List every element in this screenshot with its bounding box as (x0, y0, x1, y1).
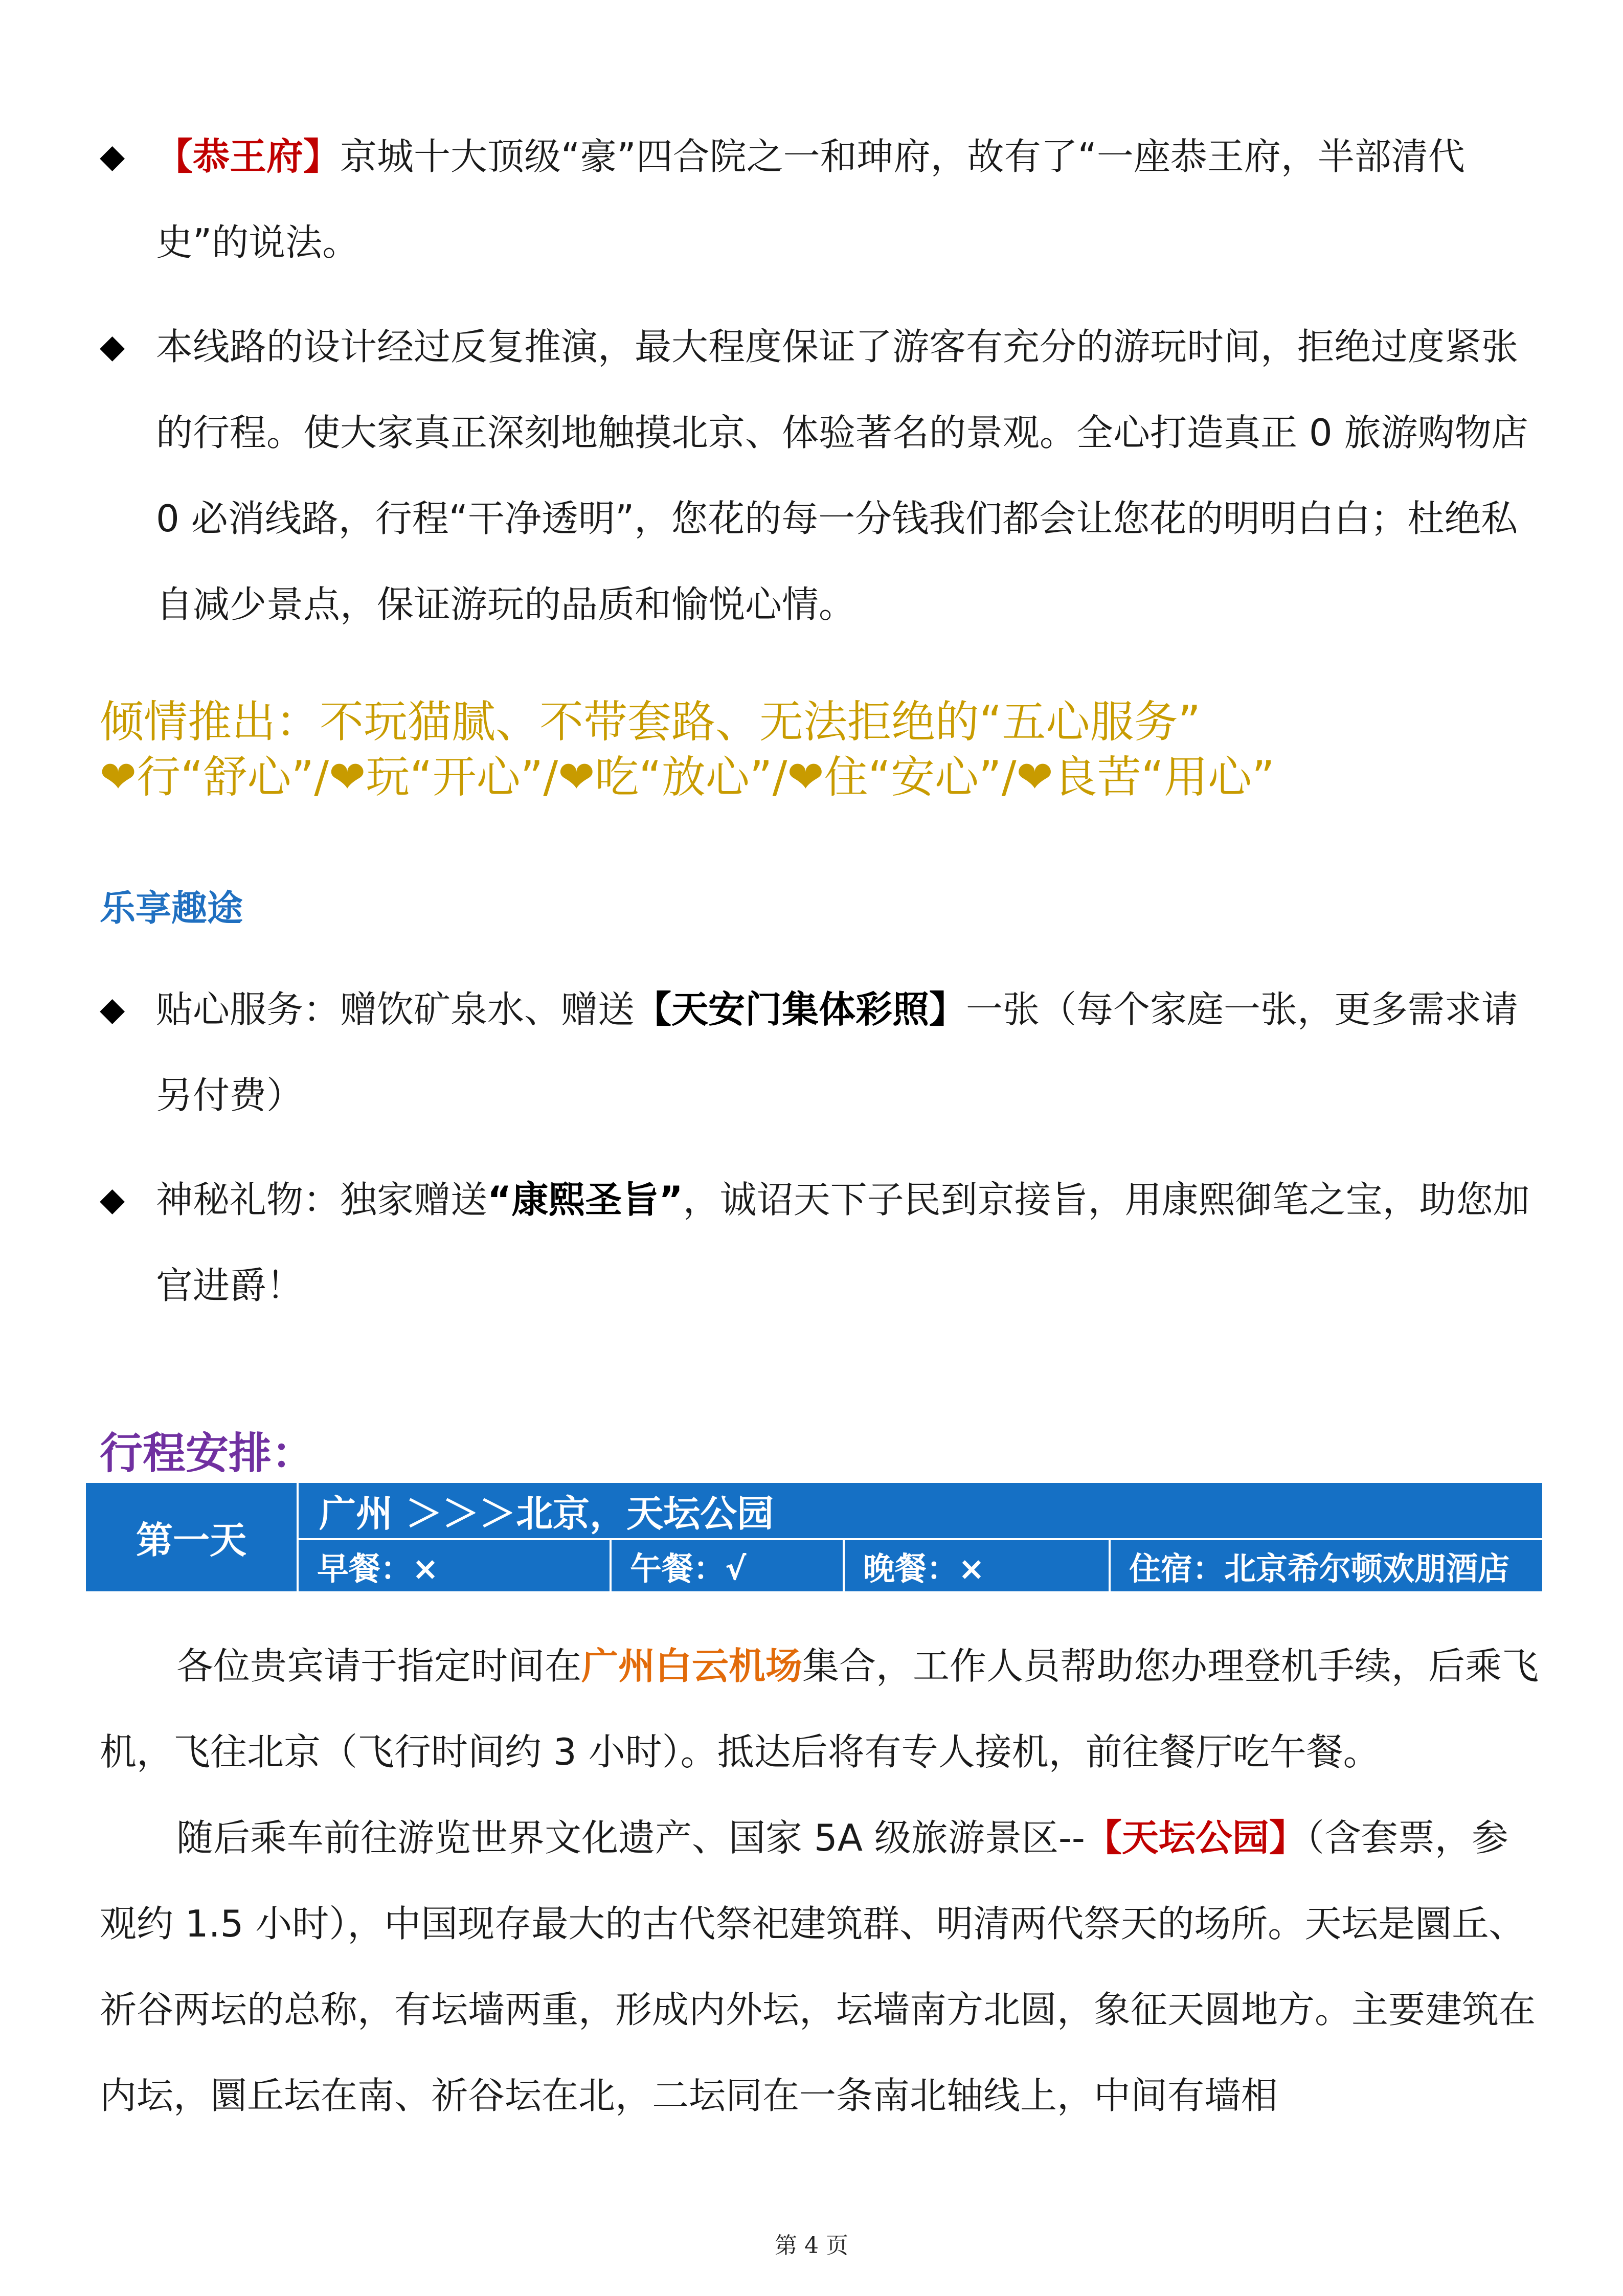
caring-service-note: 一张（每个家庭一张，更多需求请另付费） (156, 988, 1519, 1117)
hotel-cell: 住宿：北京希尔顿欢朋酒店 (1129, 1549, 1510, 1587)
paragraph-departure (100, 1623, 1542, 1795)
mystery-gift-text: 神秘礼物：独家赠送 (156, 1178, 488, 1221)
baiyun-airport: 广州白云机场 (581, 1645, 803, 1687)
paragraph-temple-of-heaven (100, 1795, 1542, 2139)
page-number: 第 4 页 (775, 2233, 848, 2259)
day-route: 广州 ＞＞＞北京，天坛公园 (299, 1483, 1542, 1540)
caring-service-text: 贴心服务：赠饮矿泉水、赠送 (156, 988, 635, 1031)
prince-gong-title: 【恭王府】 (156, 135, 341, 178)
tiananmen-photo-gift: 【天安门集体彩照】 (635, 988, 966, 1031)
section-heading-itinerary: 行程安排： (100, 1428, 315, 1478)
temple-of-heaven-title: 【天坛公园】 (1085, 1816, 1306, 1859)
bullet-mystery-gift (100, 1157, 1531, 1329)
five-hearts-service-heading: 倾情推出：不玩猫腻、不带套路、无法拒绝的“五心服务” (100, 696, 1201, 748)
bullet-route-design (100, 304, 1531, 647)
diamond-bullet-icon: ◆ (100, 328, 125, 366)
breakfast-cell: 早餐：× (299, 1540, 612, 1591)
diamond-bullet-icon: ◆ (100, 138, 125, 175)
departure-text: 各位贵宾请于指定时间在 (176, 1645, 582, 1687)
day-label: 第一天 (86, 1483, 299, 1591)
bullet-text: 本线路的设计经过反复推演，最大程度保证了游客有充分的游玩时间，拒绝过度紧张的行程。使大家真正深刻地触摸北京、体验著名的景观。全心打造真正 0 旅游购物店 0 必消线路，行程“干净透明”，您花的每一分钱我们都会让您花的明明白白；杜绝私自减少景点，保证游玩的品质和愉悦心情。 (156, 325, 1528, 626)
diamond-bullet-icon: ◆ (100, 1181, 125, 1219)
dinner-cell: 晚餐：× (845, 1540, 1111, 1591)
lunch-cell: 午餐：√ (612, 1540, 845, 1591)
prince-gong-description: 京城十大顶级“豪”四合院之一和珅府，故有了“一座恭王府，半部清代史”的说法。 (156, 135, 1465, 264)
bullet-text (156, 1157, 1531, 1329)
bullet-prince-gong-mansion (100, 114, 1531, 285)
kangxi-edict-gift: “康熙圣旨” (487, 1178, 683, 1221)
bullet-text (156, 966, 1531, 1138)
section-heading-fun-trip: 乐享趣途 (100, 887, 243, 929)
five-hearts-service-list: ❤行“舒心”/❤玩“开心”/❤吃“放心”/❤住“安心”/❤良苦“用心” (100, 752, 1275, 803)
bullet-caring-service (100, 966, 1531, 1138)
bullet-text (156, 114, 1531, 285)
temple-intro-text: 随后乘车前往游览世界文化遗产、国家 5A 级旅游景区-- (176, 1816, 1085, 1859)
departure-details: 集合，工作人员帮助您办理登机手续，后乘飞机，飞往北京（飞行时间约 3 小时）。抵达后将有专人接机，前往餐厅吃午餐。 (100, 1645, 1539, 1773)
day-one-table (86, 1483, 1542, 1591)
mystery-gift-note: ，诚诏天下子民到京接旨，用康熙御笔之宝，助您加官进爵！ (156, 1178, 1530, 1307)
diamond-bullet-icon: ◆ (100, 991, 125, 1028)
temple-description: （含套票，参观约 1.5 小时），中国现存最大的古代祭祀建筑群、明清两代祭天的场所。天坛是圜丘、祈谷两坛的总称，有坛墙两重，形成内外坛，坛墙南方北圆，象征天圆地方。主要建筑在内坛，圜丘坛在南、祈谷坛在北，二坛同在一条南北轴线上，中间有墙相 (100, 1816, 1536, 2117)
